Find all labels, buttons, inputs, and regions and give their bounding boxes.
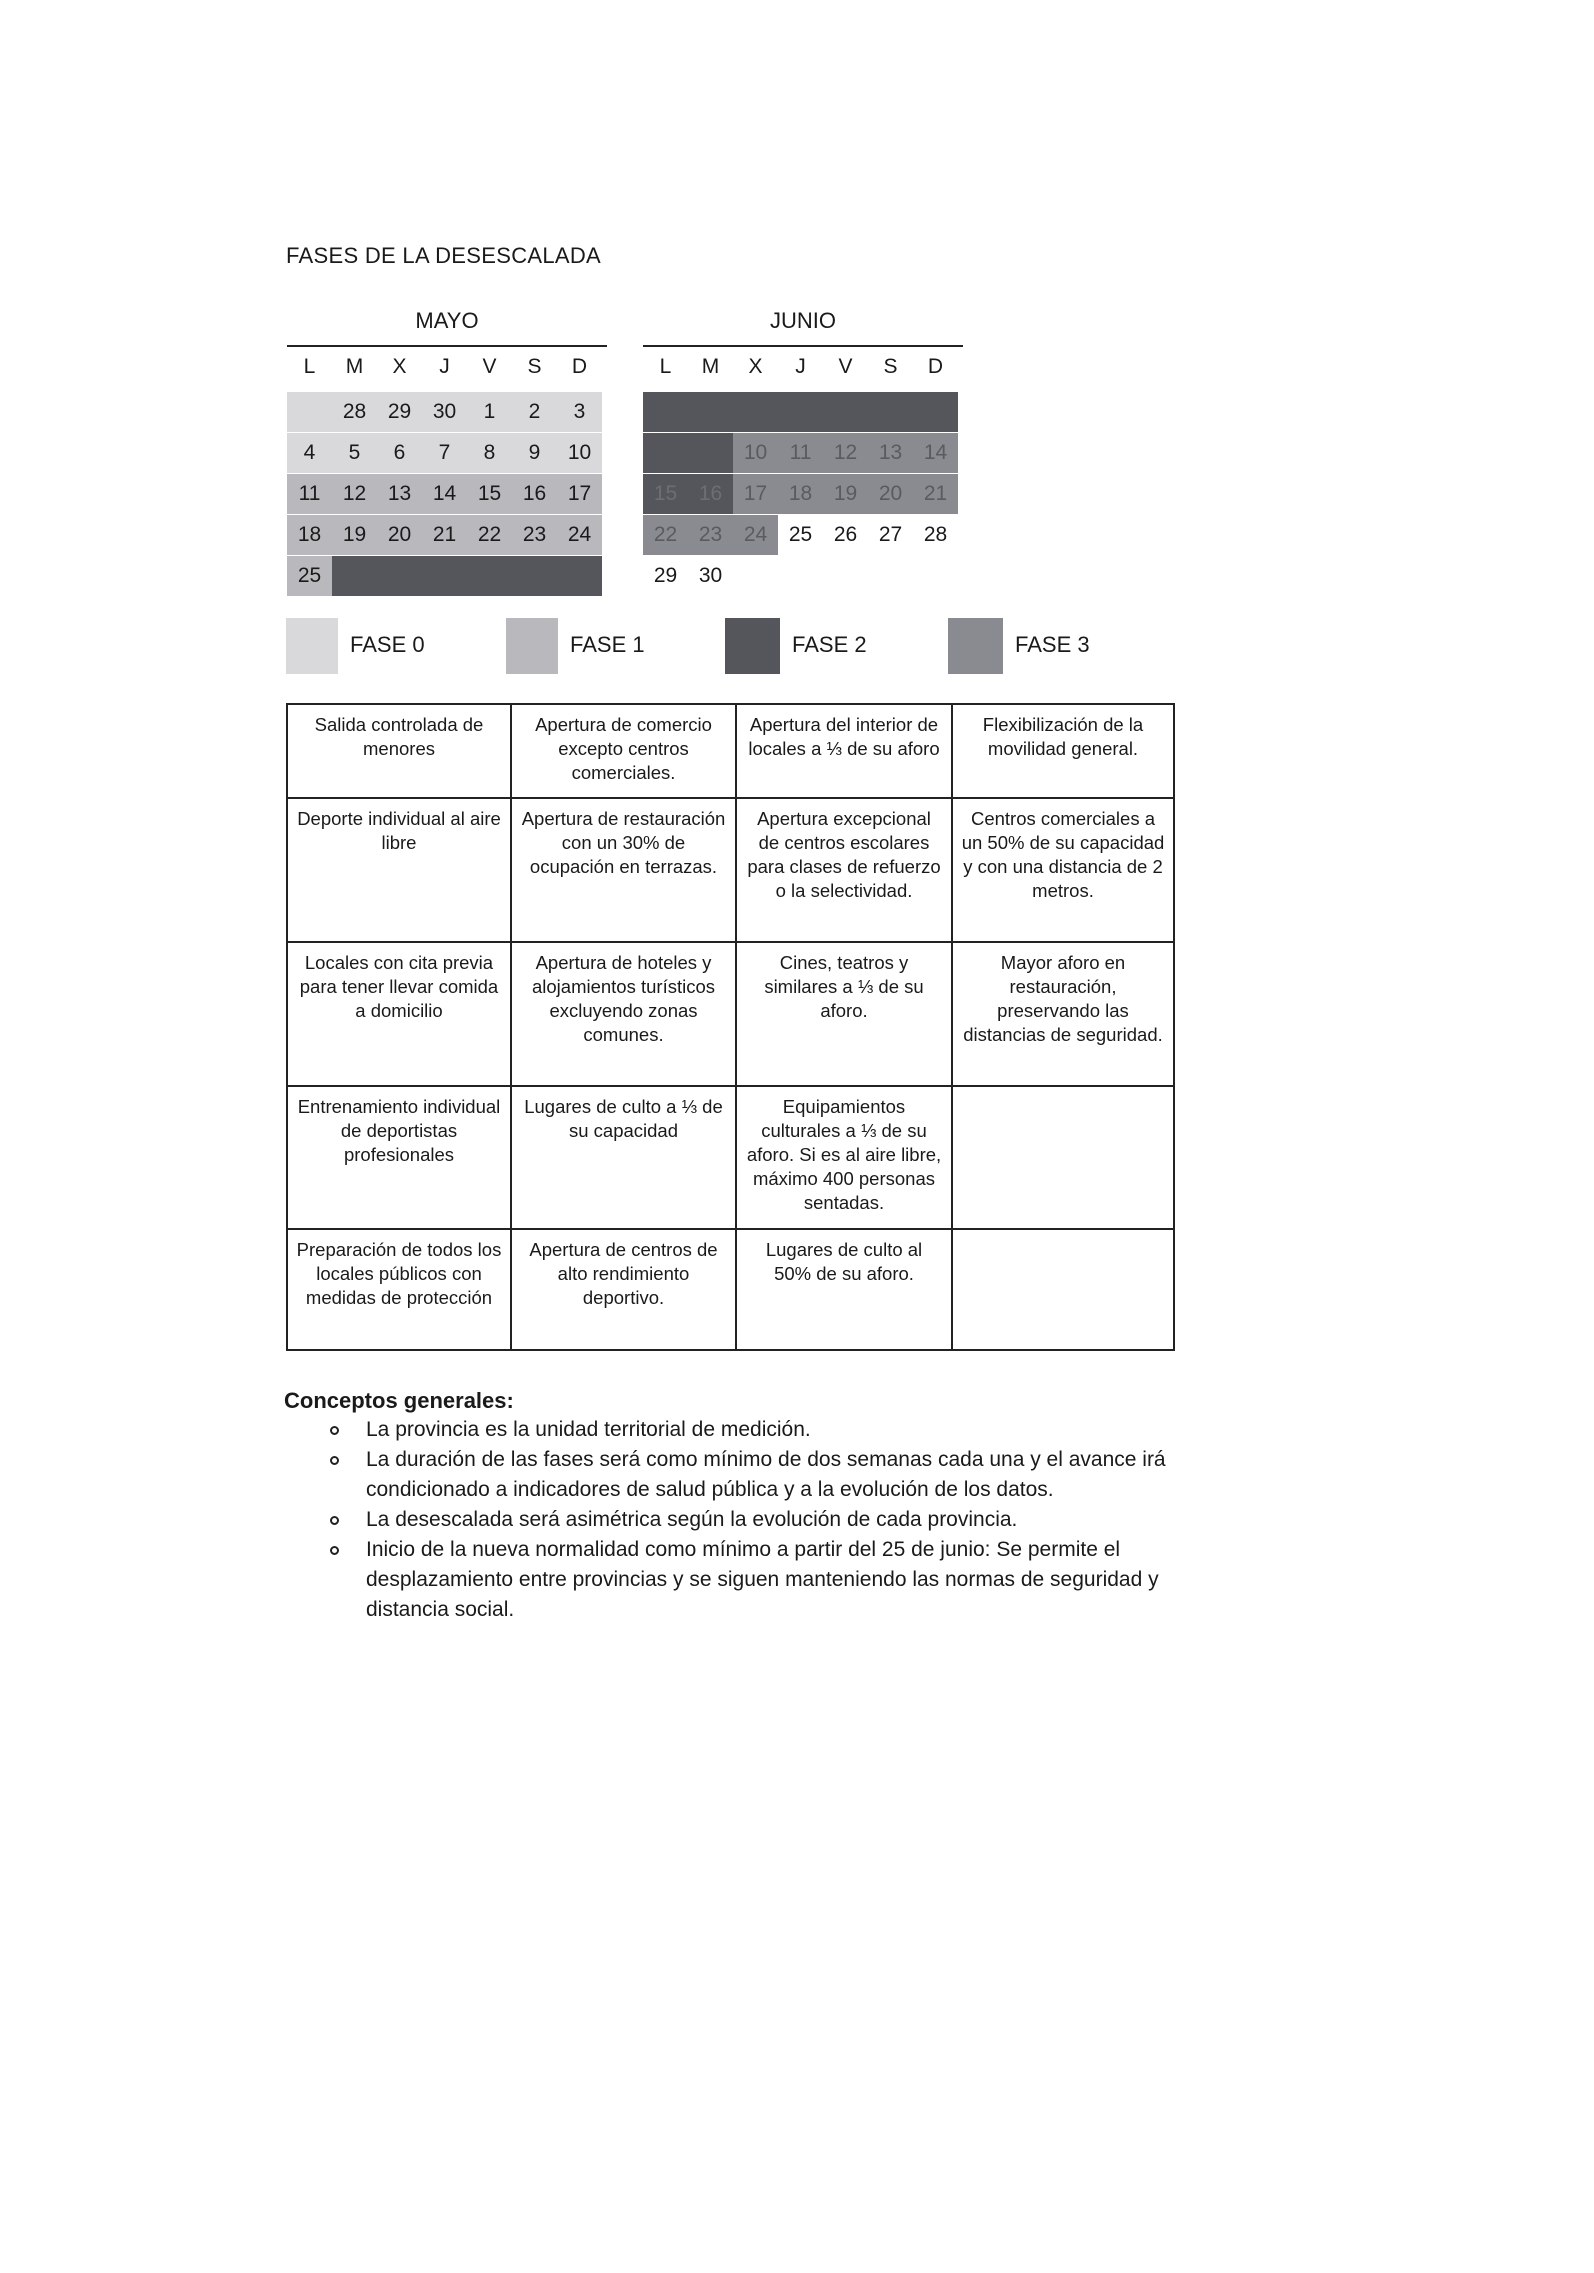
calendar-day: 7 (422, 433, 467, 473)
calendar-day: 25 (788, 523, 813, 546)
calendar-day: 17 (557, 474, 602, 514)
calendar-day: 22 (467, 515, 512, 555)
calendar-day (913, 556, 958, 596)
calendar-day (422, 556, 467, 596)
calendar-day: 25 (287, 556, 332, 596)
calendar-day: 4 (287, 433, 332, 473)
calendar-day: 13 (868, 433, 913, 473)
measures-row (287, 1229, 1174, 1350)
calendar-weekday: J (439, 355, 450, 378)
concept-item (330, 1505, 1230, 1535)
calendar-day (733, 556, 778, 596)
calendar-weekday: L (659, 355, 672, 378)
calendar-day: 28 (923, 523, 948, 546)
measure-cell: Apertura de restauración con un 30% de ocupación en terrazas. (511, 798, 736, 942)
calendar-day: 1 (467, 392, 512, 432)
measure-cell: Locales con cita previa para tener llevar comida a domicilio (287, 942, 511, 1086)
measure-cell: Apertura excepcional de centros escolares para clases de refuerzo o la selectividad. (736, 798, 952, 942)
legend-swatch (725, 618, 780, 674)
concept-text: La duración de las fases será como mínimo de dos semanas cada una y el avance irá condicionado a indicadores de salud pública y a la evolución de los datos. (366, 1448, 1166, 1501)
calendar-weekday: M (345, 355, 364, 378)
calendar-rule (643, 345, 963, 347)
measure-cell: Apertura de comercio excepto centros comerciales. (511, 704, 736, 798)
measure-cell: Apertura de centros de alto rendimiento deportivo. (511, 1229, 736, 1350)
calendar-day: 28 (332, 392, 377, 432)
calendar-day: 26 (833, 523, 858, 546)
calendar-day: 10 (733, 433, 778, 473)
calendar-weekday: M (701, 355, 720, 378)
calendar-weekday: D (571, 355, 588, 378)
legend-label: FASE 2 (792, 632, 867, 657)
legend-label: FASE 0 (350, 632, 425, 657)
concept-text: Inicio de la nueva normalidad como mínimo a partir del 25 de junio: Se permite el desplazamiento entre provincias y se siguen manteniendo las normas de seguridad y distancia social. (366, 1538, 1159, 1621)
calendar-day: 29 (377, 392, 422, 432)
concept-item (330, 1415, 1230, 1445)
calendar-day: 15 (643, 474, 688, 514)
measure-cell: Salida controlada de menores (287, 704, 511, 798)
concept-text: La provincia es la unidad territorial de medición. (366, 1418, 811, 1441)
calendar-day: 16 (688, 474, 733, 514)
bullet-icon (330, 1546, 339, 1555)
calendar-day: 12 (332, 474, 377, 514)
calendar-weekday: V (482, 355, 497, 378)
measure-cell: Centros comerciales a un 50% de su capacidad y con una distancia de 2 metros. (952, 798, 1174, 942)
calendar-day: 5 (332, 433, 377, 473)
calendar-day: 18 (287, 515, 332, 555)
concepts-list (330, 1415, 1230, 1625)
measures-row (287, 704, 1174, 798)
measure-cell: Lugares de culto a ⅓ de su capacidad (511, 1086, 736, 1229)
calendar-day (467, 556, 512, 596)
calendar-weekday: J (795, 355, 806, 378)
calendar-day (823, 392, 868, 432)
calendar-day: 10 (557, 433, 602, 473)
calendar-day: 24 (557, 515, 602, 555)
calendar-day: 23 (512, 515, 557, 555)
measure-cell: Apertura de hoteles y alojamientos turísticos excluyendo zonas comunes. (511, 942, 736, 1086)
measure-cell: Entrenamiento individual de deportistas profesionales (287, 1086, 511, 1229)
legend-swatch (506, 618, 558, 674)
calendar-day: 30 (422, 392, 467, 432)
legend-swatch (948, 618, 1003, 674)
calendar-day (332, 556, 377, 596)
calendar-day (778, 392, 823, 432)
calendar-day (643, 433, 688, 473)
calendar-day: 12 (823, 433, 868, 473)
calendar-day: 11 (778, 433, 823, 473)
calendar-day (823, 556, 868, 596)
calendar-day: 11 (287, 474, 332, 514)
calendar-weekday: L (303, 355, 316, 378)
calendar-day: 13 (377, 474, 422, 514)
calendar-day: 8 (467, 433, 512, 473)
calendar-weekday: X (392, 355, 407, 378)
concept-item (330, 1445, 1230, 1505)
concepts-title: Conceptos generales: (284, 1388, 514, 1413)
calendar-day (778, 556, 823, 596)
measures-row (287, 1086, 1174, 1229)
measure-cell: Mayor aforo en restauración, preservando las distancias de seguridad. (952, 942, 1174, 1086)
calendar-day: 6 (377, 433, 422, 473)
calendar-day (913, 392, 958, 432)
calendar-weekday: S (527, 355, 542, 378)
calendar-day (643, 392, 688, 432)
measures-row (287, 798, 1174, 942)
calendar-day: 3 (557, 392, 602, 432)
calendar-day (868, 556, 913, 596)
calendar-day: 16 (512, 474, 557, 514)
concept-item (330, 1535, 1230, 1625)
calendar-day: 19 (823, 474, 868, 514)
calendar-day (688, 433, 733, 473)
measure-cell: Lugares de culto al 50% de su aforo. (736, 1229, 952, 1350)
document-title: FASES DE LA DESESCALADA (286, 243, 602, 268)
calendar-day: 17 (733, 474, 778, 514)
calendar-day: 20 (377, 515, 422, 555)
calendar-day: 20 (868, 474, 913, 514)
measure-cell (952, 1086, 1174, 1229)
phase-measures-table (286, 703, 1175, 1351)
calendar-day: 21 (913, 474, 958, 514)
calendar-day: 15 (467, 474, 512, 514)
calendar-rule (287, 345, 607, 347)
calendar-month-title: MAYO (415, 308, 479, 333)
calendar-day (733, 392, 778, 432)
legend-label: FASE 1 (570, 632, 645, 657)
bullet-icon (330, 1426, 339, 1435)
calendar-day: 21 (422, 515, 467, 555)
calendar-month-title: JUNIO (770, 308, 836, 333)
calendar-day (868, 392, 913, 432)
calendar-day: 30 (698, 564, 723, 587)
measure-cell (952, 1229, 1174, 1350)
legend-label: FASE 3 (1015, 632, 1090, 657)
measure-cell: Deporte individual al aire libre (287, 798, 511, 942)
legend-swatch (286, 618, 338, 674)
calendar-day: 14 (913, 433, 958, 473)
measure-cell: Apertura del interior de locales a ⅓ de su aforo (736, 704, 952, 798)
bullet-icon (330, 1516, 339, 1525)
calendar-weekday: V (838, 355, 853, 378)
calendar-day: 9 (512, 433, 557, 473)
measures-row (287, 942, 1174, 1086)
measure-cell: Preparación de todos los locales públicos con medidas de protección (287, 1229, 511, 1350)
calendar-day (377, 556, 422, 596)
calendar-weekday: X (748, 355, 763, 378)
calendar-day (287, 392, 332, 432)
calendar-day: 22 (643, 515, 688, 555)
calendar-weekday: D (927, 355, 944, 378)
calendar-day: 24 (733, 515, 778, 555)
calendar-day (512, 556, 557, 596)
concept-text: La desescalada será asimétrica según la evolución de cada provincia. (366, 1508, 1018, 1531)
calendar-day: 23 (688, 515, 733, 555)
measure-cell: Equipamientos culturales a ⅓ de su aforo. Si es al aire libre, máximo 400 personas sentadas. (736, 1086, 952, 1229)
calendar-day: 19 (332, 515, 377, 555)
calendar-day (557, 556, 602, 596)
calendar-weekday: S (883, 355, 898, 378)
calendar-day: 2 (512, 392, 557, 432)
measure-cell: Cines, teatros y similares a ⅓ de su aforo. (736, 942, 952, 1086)
bullet-icon (330, 1456, 339, 1465)
calendar-day (688, 392, 733, 432)
calendar-day: 14 (422, 474, 467, 514)
measure-cell: Flexibilización de la movilidad general. (952, 704, 1174, 798)
calendar-day: 29 (653, 564, 678, 587)
calendar-day: 18 (778, 474, 823, 514)
calendar-day: 27 (878, 523, 903, 546)
